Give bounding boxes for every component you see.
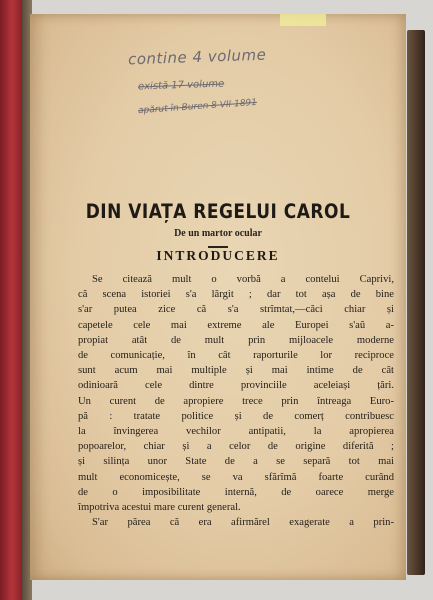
book-subtitle: De un martor ocular: [174, 228, 262, 239]
text-line: capetele cele mai extreme ale Europei s'aŭ a-: [78, 319, 394, 331]
text-line: propiat atât de mult prin mijloacele moderne: [78, 334, 394, 346]
book-page: [30, 14, 406, 580]
back-cover-edge: [407, 30, 425, 575]
handwritten-note-2: există 17 volume: [137, 78, 225, 93]
text-line: Se citează mult o vorbă a contelui Caprivi,: [92, 274, 394, 285]
text-line: sunt acum mai multiple și mai intime de cât: [78, 365, 394, 377]
section-heading: INTRODUCERE: [156, 248, 280, 263]
text-line: de comunicație, în cât raporturile lor reciproce: [78, 350, 394, 362]
text-line: pă : tratate politice și de comerț contribuesc: [78, 410, 394, 422]
handwritten-note-1: contine 4 volume: [127, 45, 267, 69]
text-line: odinioară cele dintre provinciile aceleiași țări.: [78, 380, 394, 392]
text-line: mult economicește, se va sfărîmă foarte curând: [78, 471, 394, 483]
body-text: [78, 272, 394, 530]
text-line: s'ar putea zice că s'a strîmtat,—căci chiar și: [78, 304, 394, 316]
text-line: S'ar părea că era afirmărel exagerate a prin-: [92, 517, 394, 529]
tape-strip: [280, 14, 326, 26]
text-line: Un curent de apropiere trece prin întreaga Euro-: [78, 395, 394, 407]
handwritten-note-3: apărut în Buren 8 VII 1891: [137, 97, 258, 117]
text-line: și silința unor State de a se separă tot mai: [78, 456, 394, 468]
text-line: la învingerea vechilor antipatii, la apropierea: [78, 426, 394, 438]
text-line: de o imposibilitate internă, de oarece merge: [78, 486, 394, 498]
book-title: DIN VIAȚA REGELUI CAROL: [85, 200, 351, 224]
text-line: că scena istoriei s'a lărgit ; dar tot așa de bine: [78, 289, 394, 301]
text-line: împotriva acestui mare curent general.: [78, 502, 241, 514]
text-line: popoarelor, chiar și a celor de origine diferită ;: [78, 441, 394, 453]
